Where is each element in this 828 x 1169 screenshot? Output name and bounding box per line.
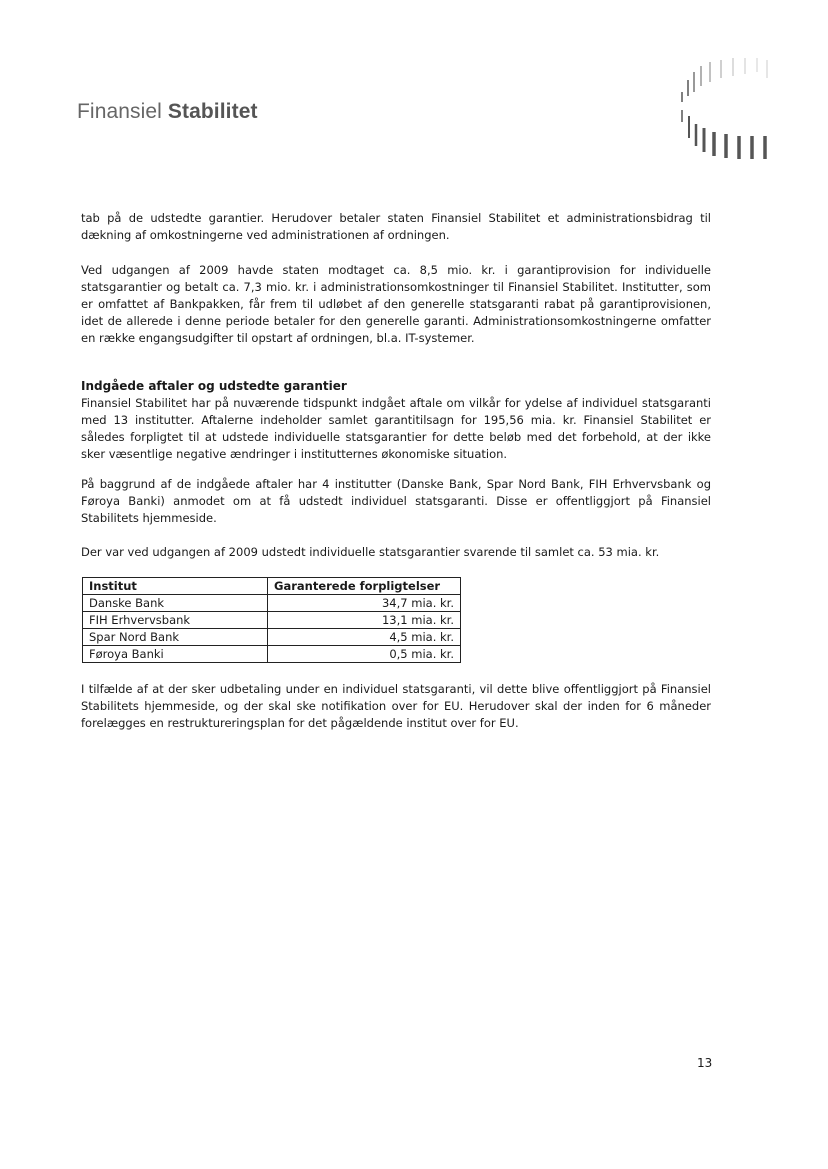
logo-light-text: Finansiel [77,100,162,123]
paragraph-total: Der var ved udgangen af 2009 udstedt individuelle statsgarantier svarende til samlet ca. 53 mia. kr. [81,545,660,559]
table-cell-amount: 34,7 mia. kr. [268,595,461,612]
table-cell-institut: Danske Bank [83,595,268,612]
body-text-total [81,544,711,561]
body-text-provision [81,262,711,347]
table-cell-amount: 0,5 mia. kr. [268,646,461,663]
column-header-guarantees: Garanterede forpligtelser [268,578,461,595]
section-heading: Indgåede aftaler og udstedte garantier [81,379,347,393]
paragraph-payout: I tilfælde af at der sker udbetaling under en individuel statsgaranti, vil dette blive offentliggjort på Finansiel Stabilitets hjemmeside, og der skal ske notifikation over for EU. Herudover skal der inden for 6 måneder forelægges en restruktureringsplan for det pågældende institut over for EU. [81,682,711,731]
table-row [83,612,461,629]
table-cell-amount: 4,5 mia. kr. [268,629,461,646]
section-agreements [81,378,711,463]
table-row [83,595,461,612]
table-cell-institut: FIH Erhvervsbank [83,612,268,629]
paragraph-admin-fee: tab på de udstedte garantier. Herudover betaler staten Finansiel Stabilitet et administrationsbidrag til dækning af omkostningerne ved administrationen af ordningen. [81,211,711,243]
body-text-top [81,210,711,244]
paragraph-requests: På baggrund af de indgåede aftaler har 4 institutter (Danske Bank, Spar Nord Bank, FIH Erhvervsbank og Føroya Banki) anmodet om at få udstedt individuel statsgaranti. Disse er offentliggjort på Finansiel Stabilitets hjemmeside. [81,477,711,526]
table-cell-amount: 13,1 mia. kr. [268,612,461,629]
paragraph-provision: Ved udgangen af 2009 havde staten modtaget ca. 8,5 mio. kr. i garantiprovision for individuelle statsgarantier og betalt ca. 7,3 mio. kr. i administrationsomkostninger til Finansiel Stabilitet. Institutter, som er omfattet af Bankpakken, får frem til udløbet af den generelle statsgaranti rabat på garantiprovisionen, idet de allerede i denne periode betaler for den generelle garanti. Administrationsomkostningerne omfatter en række engangsudgifter til opstart af ordningen, bl.a. IT-systemer. [81,263,711,346]
page-number: 13 [697,1056,713,1070]
column-header-institut: Institut [83,578,268,595]
table-row [83,646,461,663]
paragraph-agreements: Finansiel Stabilitet har på nuværende tidspunkt indgået aftale om vilkår for ydelse af individuel statsgaranti med 13 institutter. Aftalerne indeholder samlet garantitilsagn for 195,56 mia. kr. Finansiel Stabilitet er således forpligtet til at udstede individuelle statsgarantier for dette beløb med det forbehold, at der ikke sker væsentlige negative ændringer i institutternes økonomiske situation. [81,396,711,462]
table-cell-institut: Spar Nord Bank [83,629,268,646]
logo-bold-text: Stabilitet [167,100,258,123]
body-text-requests [81,476,711,527]
table-cell-institut: Føroya Banki [83,646,268,663]
guarantees-table [82,577,461,663]
body-text-payout [81,681,711,732]
table-header-row [83,578,461,595]
logo-bars-icon [674,52,774,164]
table-row [83,629,461,646]
logo-wordmark [77,100,258,124]
